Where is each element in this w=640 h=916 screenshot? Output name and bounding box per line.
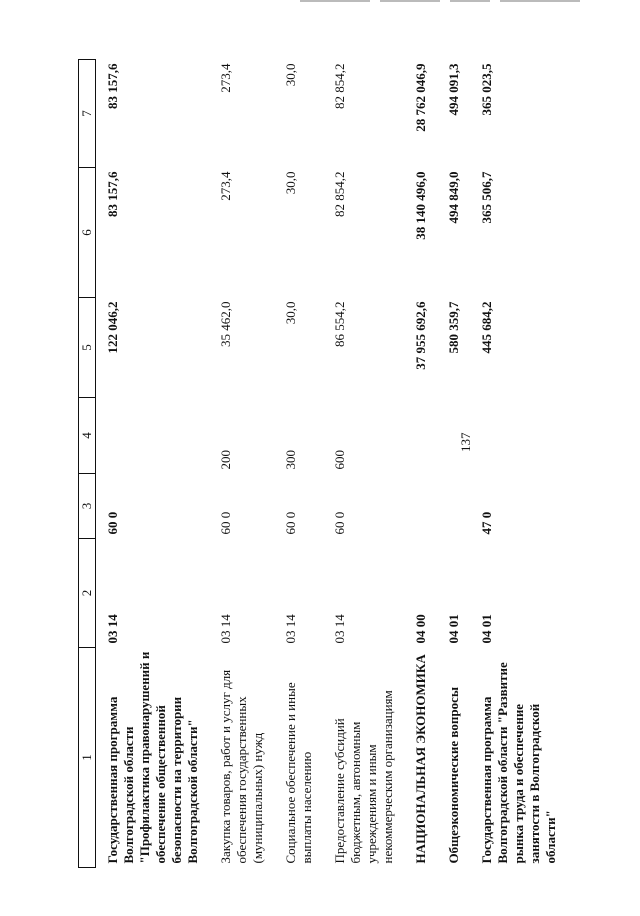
column-header-5: 5 — [79, 298, 96, 398]
section-code: 03 14 — [283, 614, 298, 644]
section-code: 04 01 — [446, 614, 461, 644]
amount-col-5: 580 359,7 — [446, 301, 461, 354]
target-code: 60 0 — [283, 511, 298, 535]
target-code: 60 0 — [332, 511, 347, 535]
target-code — [404, 474, 437, 539]
target-code: 47 0 — [479, 511, 494, 535]
amount-col-6: 273,4 — [218, 171, 233, 201]
row-name: НАЦИОНАЛЬНАЯ ЭКОНОМИКА — [413, 654, 428, 864]
amount-col-6: 82 854,2 — [332, 171, 347, 217]
amount-col-6: 494 849,0 — [446, 171, 461, 224]
budget-table — [78, 59, 567, 868]
amount-col-6: 365 506,7 — [479, 171, 494, 224]
table-row — [274, 60, 323, 868]
amount-col-7: 30,0 — [283, 63, 298, 87]
table-row — [404, 60, 437, 868]
row-name: Государственная программа Волгоградской области "Профилактика правонарушений и обеспечение общественной безопасности на территории Волгоградской области" — [105, 651, 200, 864]
amount-col-5: 30,0 — [283, 301, 298, 325]
expense-code: 200 — [218, 450, 233, 470]
expense-code — [437, 398, 470, 474]
row-name: Закупка товаров, работ и услуг для обеспечения государственных (муниципальных) нужд — [218, 669, 265, 864]
row-name: Социальное обеспечение и иные выплаты населению — [283, 682, 314, 864]
column-header-3: 3 — [79, 474, 96, 539]
section-code: 04 00 — [413, 614, 428, 644]
expense-code: 600 — [332, 450, 347, 470]
target-code — [437, 474, 470, 539]
target-code: 60 0 — [105, 511, 120, 535]
amount-col-6: 30,0 — [283, 171, 298, 195]
expense-code — [96, 398, 210, 474]
expense-code — [470, 398, 567, 474]
row-name: Общеэкономические вопросы — [446, 687, 461, 864]
amount-col-5: 445 684,2 — [479, 301, 494, 354]
amount-col-7: 82 854,2 — [332, 63, 347, 109]
amount-col-7: 273,4 — [218, 63, 233, 93]
section-code: 04 01 — [479, 614, 494, 644]
amount-col-5: 37 955 692,6 — [413, 301, 428, 370]
section-code: 03 14 — [105, 614, 120, 644]
column-header-7: 7 — [79, 60, 96, 168]
column-header-2: 2 — [79, 539, 96, 648]
row-name: Государственная программа Волгоградской области "Развитие рынка труда и обеспечение занятости в Волгоградской области" — [479, 662, 558, 864]
amount-col-5: 35 462,0 — [218, 301, 233, 347]
target-code: 60 0 — [218, 511, 233, 535]
amount-col-5: 122 046,2 — [105, 301, 120, 354]
table-row — [209, 60, 274, 868]
amount-col-5: 86 554,2 — [332, 301, 347, 347]
amount-col-7: 83 157,6 — [105, 63, 120, 109]
amount-col-6: 83 157,6 — [105, 171, 120, 217]
table-row — [323, 60, 404, 868]
column-header-4: 4 — [79, 398, 96, 474]
expense-code — [404, 398, 437, 474]
table-row — [470, 60, 567, 868]
header-row — [79, 60, 96, 868]
amount-col-6: 38 140 496,0 — [413, 171, 428, 240]
amount-col-7: 365 023,5 — [479, 63, 494, 116]
section-code: 03 14 — [218, 614, 233, 644]
page-number: 137 — [458, 432, 473, 452]
amount-col-7: 494 091,3 — [446, 63, 461, 116]
table-row — [437, 60, 470, 868]
section-code: 03 14 — [332, 614, 347, 644]
expense-code: 300 — [283, 450, 298, 470]
row-name: Предоставление субсидий бюджетным, автономным учреждениям и иным некоммерческим организациям — [332, 690, 395, 864]
column-header-1: 1 — [79, 648, 96, 868]
amount-col-7: 28 762 046,9 — [413, 63, 428, 132]
column-header-6: 6 — [79, 168, 96, 298]
table-row — [96, 60, 210, 868]
